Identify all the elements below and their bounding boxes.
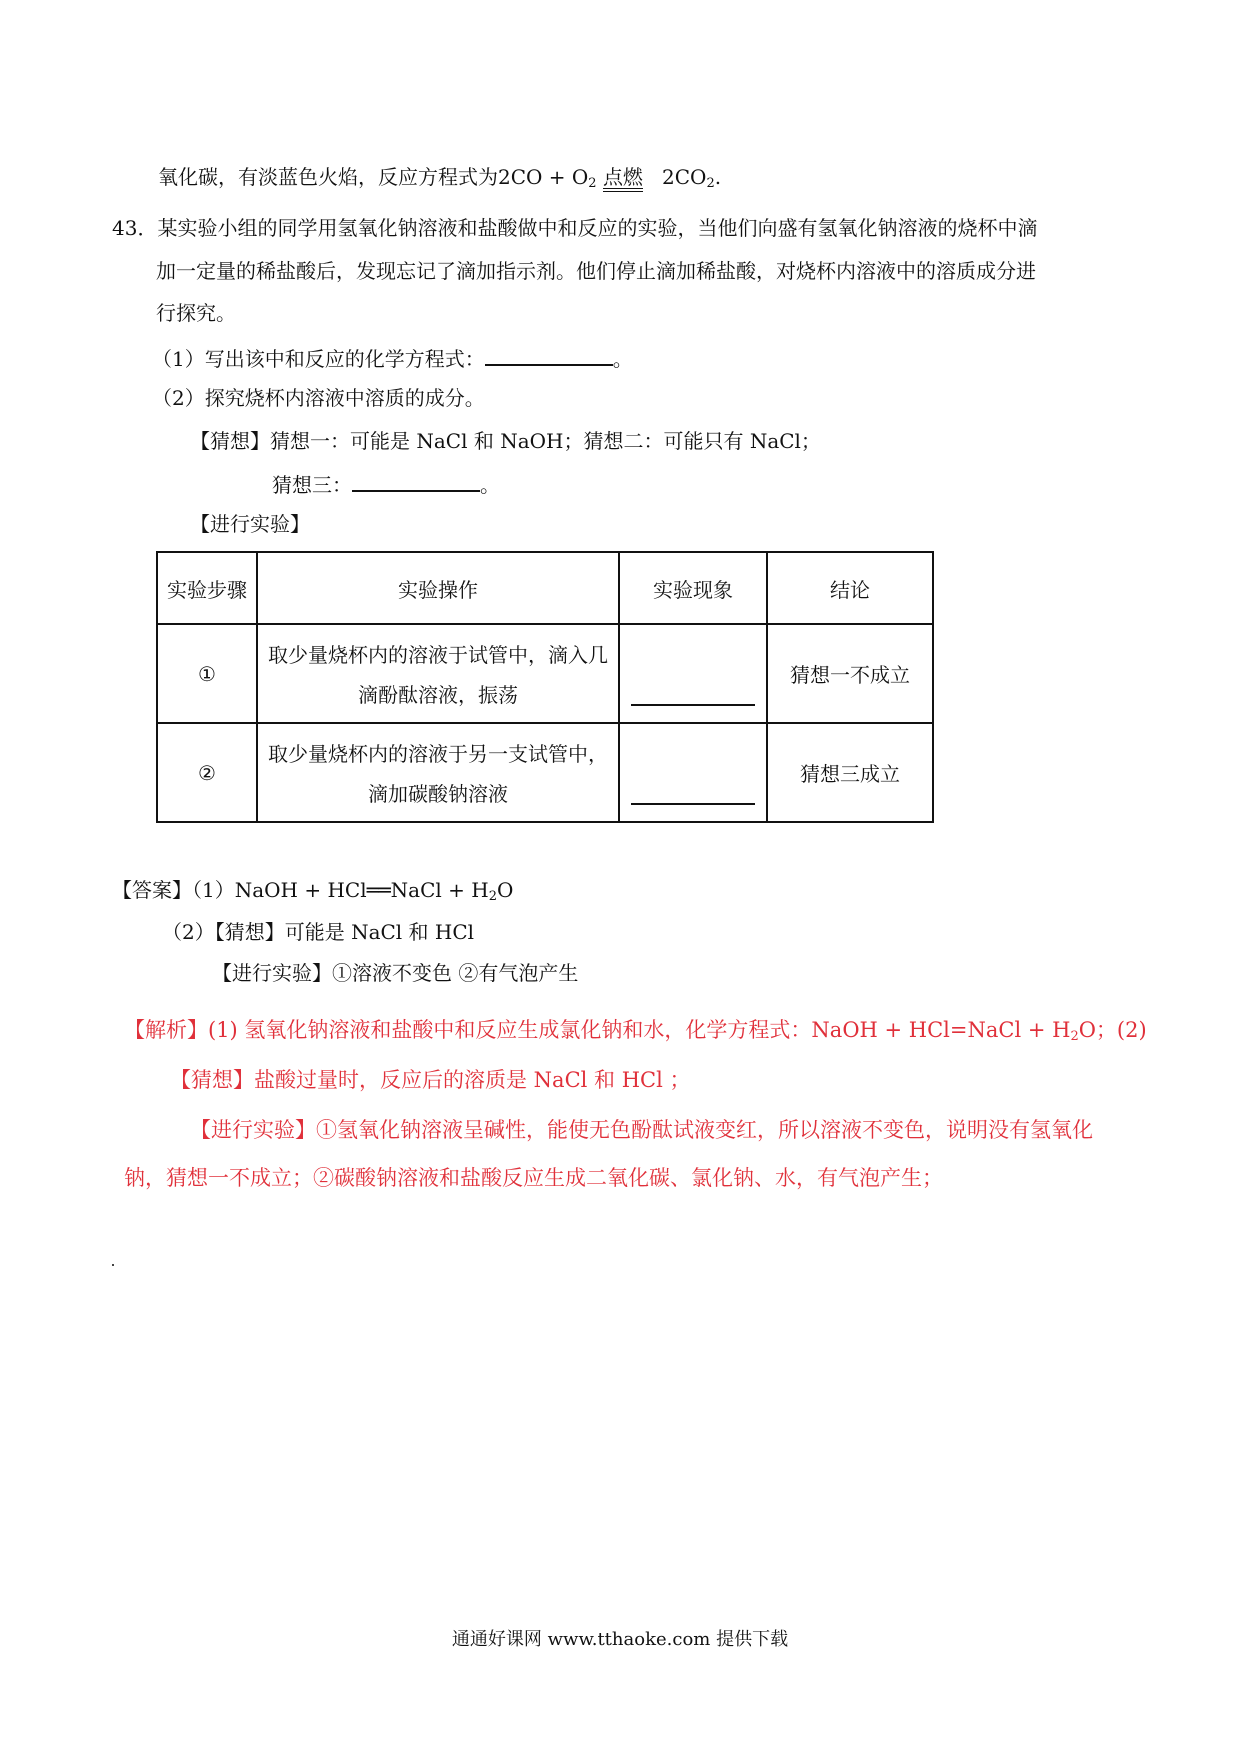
reaction-condition: 点燃 [603, 167, 643, 192]
conclusion-cell: 猜想三成立 [767, 723, 933, 822]
analysis-line-2: 【猜想】盐酸过量时，反应后的溶质是 NaCl 和 HCl ； [170, 1068, 691, 1092]
table-row [157, 723, 933, 822]
header-step: 实验步骤 [157, 552, 257, 624]
punct: . [714, 165, 722, 189]
question-line-2: 加一定量的稀盐酸后，发现忘记了滴加指示剂。他们停止滴加稀盐酸，对烧杯内溶液中的溶质成分进 [156, 259, 1036, 283]
subscript: 2 [588, 176, 597, 191]
phenomenon-blank[interactable] [631, 801, 755, 805]
answer-text: 【答案】（1）NaOH + HCl══NaCl + H [112, 878, 489, 902]
reaction-product: 2CO [662, 165, 707, 189]
operation-line: 滴酚酞溶液，振荡 [358, 682, 518, 707]
subscript: 2 [706, 176, 715, 191]
operation-line: 取少量烧杯内的溶液于另一支试管中， [268, 741, 608, 766]
subscript: 2 [1070, 1029, 1079, 1044]
operation-cell [257, 723, 619, 822]
prev-answer-text: 氧化碳，有淡蓝色火焰，反应方程式为2CO + O [158, 165, 589, 189]
guess-line-1: 【猜想】猜想一：可能是 NaCl 和 NaOH；猜想二：可能只有 NaCl； [190, 429, 821, 453]
step-cell: ② [157, 723, 257, 822]
header-operation: 实验操作 [257, 552, 619, 624]
footer: 通通好课网 www.tthaoke.com 提供下载 [451, 1629, 789, 1650]
table-row [157, 624, 933, 723]
stray-dot [112, 1264, 114, 1266]
phenomenon-blank[interactable] [631, 702, 755, 706]
analysis-text: O；(2) [1078, 1018, 1147, 1042]
conclusion-cell: 猜想一不成立 [767, 624, 933, 723]
guess-3-blank[interactable] [352, 472, 480, 492]
answer-blank[interactable] [485, 346, 613, 366]
guess-line-2 [272, 472, 500, 495]
analysis-line-1 [124, 1020, 1147, 1043]
analysis-line-4: 钠，猜想一不成立；②碳酸钠溶液和盐酸反应生成二氧化碳、氯化钠、水，有气泡产生； [124, 1166, 943, 1190]
operation-line: 取少量烧杯内的溶液于试管中，滴入几 [268, 642, 608, 667]
table-header-row [157, 552, 933, 624]
step-cell: ① [157, 624, 257, 723]
answer-line-3: 【进行实验】①溶液不变色 ②有气泡产生 [212, 961, 579, 985]
experiment-title: 【进行实验】 [190, 512, 310, 536]
phenomenon-cell[interactable] [619, 624, 767, 723]
operation-line: 滴加碳酸钠溶液 [368, 781, 508, 806]
prev-answer-line [158, 167, 721, 192]
answer-line-2: （2）【猜想】可能是 NaCl 和 HCl [162, 920, 475, 944]
part-2: （2）探究烧杯内溶液中溶质的成分。 [152, 386, 485, 410]
analysis-line-3: 【进行实验】①氢氧化钠溶液呈碱性，能使无色酚酞试液变红，所以溶液不变色，说明没有氢氧化 [190, 1118, 1093, 1142]
subscript: 2 [488, 889, 497, 904]
question-text: 某实验小组的同学用氢氧化钠溶液和盐酸做中和反应的实验，当他们向盛有氢氧化钠溶液的烧杯中滴 [157, 216, 1038, 240]
question-line-3: 行探究。 [156, 301, 236, 325]
header-conclusion: 结论 [767, 552, 933, 624]
experiment-table [156, 551, 934, 823]
question-line-1 [112, 218, 1037, 238]
question-number: 43． [112, 216, 158, 240]
guess-3-label: 猜想三： [272, 473, 352, 497]
punct: 。 [480, 473, 500, 497]
punct: 。 [612, 347, 633, 371]
analysis-text: 【解析】(1) 氢氧化钠溶液和盐酸中和反应生成氯化钠和水，化学方程式：NaOH + HCl=NaCl + H [124, 1018, 1071, 1042]
answer-text: O [497, 878, 514, 902]
operation-cell [257, 624, 619, 723]
part-1 [152, 346, 633, 369]
phenomenon-cell[interactable] [619, 723, 767, 822]
answer-line-1 [112, 880, 513, 903]
header-phenomenon: 实验现象 [619, 552, 767, 624]
part-1-text: （1）写出该中和反应的化学方程式： [152, 347, 485, 371]
